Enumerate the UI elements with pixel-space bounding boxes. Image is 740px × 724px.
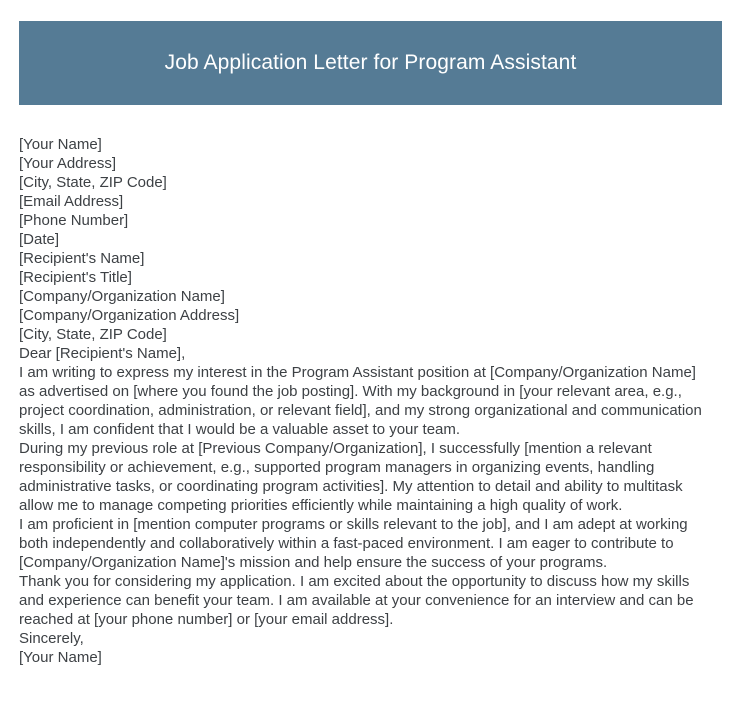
sender-line: [Phone Number]: [19, 212, 129, 229]
letter-paragraph: I am proficient in [mention computer programs or skills relevant to the job], and I am adept at working both independently and collaboratively within a fast-paced environment. I am eager to contribute to [Company/Organization Name]'s mission and help ensure the success of your programs.: [19, 516, 688, 571]
sender-line: [City, State, ZIP Code]: [19, 174, 167, 191]
letter-paragraph: I am writing to express my interest in the Program Assistant position at [Company/Organization Name] as advertised on [where you found the job posting]. With my background in [your relevant area, e.g., project coordination, administration, or relevant field], and my strong organizational and communication skills, I am confident that I would be a valuable asset to your team.: [19, 364, 702, 438]
recipient-line: [City, State, ZIP Code]: [19, 326, 167, 343]
letter-body: [19, 135, 711, 667]
document-title: Job Application Letter for Program Assistant: [164, 51, 577, 75]
document-header-banner: [19, 21, 722, 105]
letter-paragraph: During my previous role at [Previous Company/Organization], I successfully [mention a relevant responsibility or achievement, e.g., supported program managers in organizing events, handling administrative tasks, or coordinating program activities]. My attention to detail and ability to multitask allow me to manage competing priorities efficiently while maintaining a high quality of work.: [19, 440, 683, 514]
recipient-line: [Recipient's Name]: [19, 250, 145, 267]
salutation: Dear [Recipient's Name],: [19, 345, 186, 362]
sender-line: [Your Address]: [19, 155, 117, 172]
sender-address-block: [19, 135, 711, 249]
letter-paragraph: Thank you for considering my application. I am excited about the opportunity to discuss how my skills and experience can benefit your team. I am available at your convenience for an interview and can be reached at [your phone number] or [your email address].: [19, 573, 694, 628]
sender-line: [Your Name]: [19, 136, 102, 153]
recipient-line: [Company/Organization Name]: [19, 288, 225, 305]
recipient-line: [Company/Organization Address]: [19, 307, 240, 324]
recipient-address-block: [19, 249, 711, 344]
sender-date-line: [Date]: [19, 231, 60, 248]
sender-line: [Email Address]: [19, 193, 124, 210]
closing-line: Sincerely,: [19, 630, 84, 647]
signature-line: [Your Name]: [19, 649, 102, 666]
recipient-line: [Recipient's Title]: [19, 269, 132, 286]
